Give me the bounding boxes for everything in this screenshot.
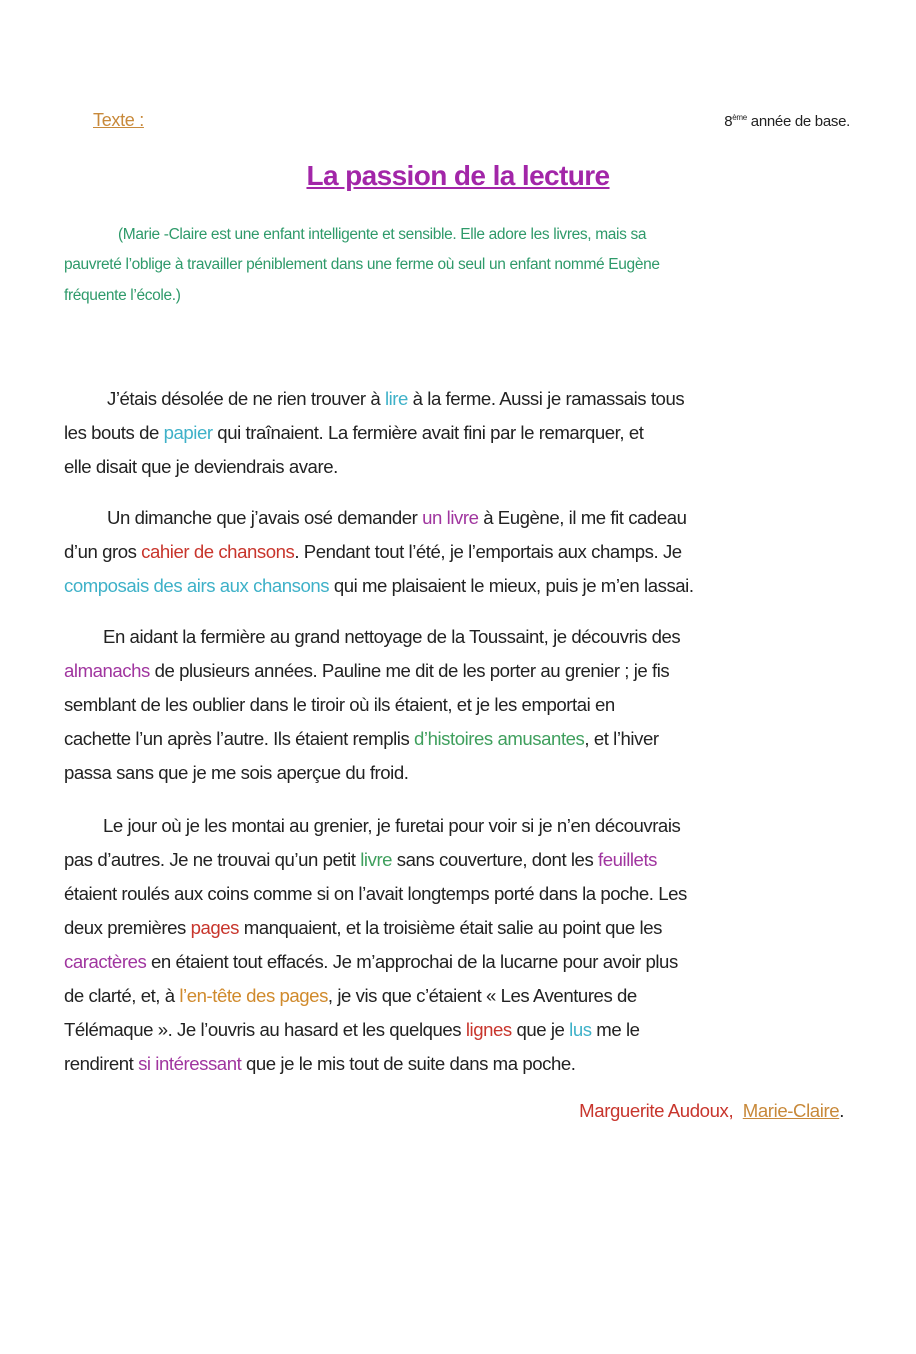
grade-number: 8 bbox=[724, 113, 733, 130]
paragraph-4-line bbox=[64, 877, 687, 911]
signature-period: . bbox=[839, 1100, 844, 1121]
text-segment: semblant de les oublier dans le tiroir où ils étaient, et je les emportai en bbox=[64, 694, 615, 715]
text-segment: étaient roulés aux coins comme si on l’avait longtemps porté dans la poche. Les bbox=[64, 883, 687, 904]
texte-label: Texte : bbox=[93, 110, 144, 130]
signature bbox=[579, 1100, 844, 1122]
paragraph-1-line bbox=[64, 450, 338, 484]
paragraph-4-line bbox=[64, 911, 662, 945]
grade-text: année de base. bbox=[746, 113, 850, 130]
highlighted-word: almanachs bbox=[64, 660, 150, 681]
highlighted-word: un livre bbox=[422, 507, 479, 528]
text-segment: , je vis que c’étaient « Les Aventures de bbox=[327, 985, 637, 1006]
text-segment: de clarté, et, à bbox=[64, 985, 180, 1006]
paragraph-3-line bbox=[64, 688, 615, 722]
page-title: La passion de la lecture bbox=[306, 160, 610, 191]
highlighted-word: d’histoires amusantes bbox=[414, 728, 585, 749]
paragraph-4-line bbox=[64, 945, 678, 979]
highlighted-word: si intéressant bbox=[138, 1053, 242, 1074]
highlighted-word: lignes bbox=[465, 1019, 512, 1040]
highlighted-word: l’en-tête des pages bbox=[179, 985, 328, 1006]
highlighted-word: lus bbox=[569, 1019, 592, 1040]
highlighted-word: papier bbox=[163, 422, 213, 443]
paragraph-2-line bbox=[64, 535, 682, 569]
text-segment: sans couverture, dont les bbox=[392, 849, 599, 870]
paragraph-4-line bbox=[64, 979, 637, 1013]
paragraph-3-line bbox=[64, 654, 669, 688]
intro-line: fréquente l’école.) bbox=[64, 287, 181, 304]
highlighted-word: composais des airs aux chansons bbox=[64, 575, 330, 596]
text-segment: à la ferme. Aussi je ramassais tous bbox=[407, 388, 685, 409]
signature-book: Marie-Claire bbox=[742, 1100, 840, 1121]
paragraph-1-line bbox=[107, 382, 684, 416]
text-segment: de plusieurs années. Pauline me dit de les porter au grenier ; je fis bbox=[149, 660, 670, 681]
text-segment: les bouts de bbox=[64, 422, 164, 443]
text-segment: J’étais désolée de ne rien trouver à bbox=[107, 388, 385, 409]
intro-line: pauvreté l’oblige à travailler péniblement dans une ferme où seul un enfant nommé Eugène bbox=[64, 256, 660, 273]
paragraph-3-line bbox=[64, 756, 408, 790]
text-segment: d’un gros bbox=[64, 541, 142, 562]
text-segment: à Eugène, il me fit cadeau bbox=[478, 507, 687, 528]
text-segment: Le jour où je les montai au grenier, je furetai pour voir si je n’en découvrais bbox=[103, 815, 681, 836]
text-segment: qui me plaisaient le mieux, puis je m’en lassai. bbox=[329, 575, 694, 596]
paragraph-3-line bbox=[103, 620, 680, 654]
text-segment: pas d’autres. Je ne trouvai qu’un petit bbox=[64, 849, 361, 870]
paragraph-1-line bbox=[64, 416, 643, 450]
signature-author: Marguerite Audoux, bbox=[579, 1100, 734, 1121]
text-segment: me le bbox=[591, 1019, 640, 1040]
text-segment: que je bbox=[511, 1019, 570, 1040]
text-segment: que je le mis tout de suite dans ma poche. bbox=[241, 1053, 576, 1074]
intro-line: (Marie -Claire est une enfant intelligente et sensible. Elle adore les livres, mais sa bbox=[118, 226, 647, 243]
paragraph-3-line bbox=[64, 722, 659, 756]
highlighted-word: cahier de chansons bbox=[141, 541, 295, 562]
text-segment: qui traînaient. La fermière avait fini par le remarquer, et bbox=[212, 422, 644, 443]
text-segment: . Pendant tout l’été, je l’emportais aux champs. Je bbox=[294, 541, 682, 562]
paragraph-2-line bbox=[107, 501, 687, 535]
text-segment: Un dimanche que j’avais osé demander bbox=[107, 507, 423, 528]
highlighted-word: caractères bbox=[64, 951, 147, 972]
text-segment: elle disait que je deviendrais avare. bbox=[64, 456, 338, 477]
text-segment: manquaient, et la troisième était salie au point que les bbox=[239, 917, 662, 938]
paragraph-4-line bbox=[103, 809, 680, 843]
text-segment: rendirent bbox=[64, 1053, 139, 1074]
text-segment: passa sans que je me sois aperçue du froid. bbox=[64, 762, 409, 783]
text-segment: en étaient tout effacés. Je m’approchai de la lucarne pour avoir plus bbox=[146, 951, 678, 972]
paragraph-4-line bbox=[64, 843, 657, 877]
text-segment: deux premières bbox=[64, 917, 191, 938]
text-segment: Télémaque ». Je l’ouvris au hasard et les quelques bbox=[64, 1019, 466, 1040]
grade-level bbox=[724, 113, 850, 130]
highlighted-word: lire bbox=[384, 388, 408, 409]
highlighted-word: pages bbox=[190, 917, 239, 938]
text-segment: , et l’hiver bbox=[584, 728, 659, 749]
paragraph-2-line bbox=[64, 569, 694, 603]
text-segment: En aidant la fermière au grand nettoyage de la Toussaint, je découvris des bbox=[103, 626, 681, 647]
highlighted-word: livre bbox=[360, 849, 393, 870]
grade-superscript: ème bbox=[732, 113, 747, 122]
paragraph-4-line bbox=[64, 1047, 575, 1081]
highlighted-word: feuillets bbox=[598, 849, 658, 870]
text-segment: cachette l’un après l’autre. Ils étaient remplis bbox=[64, 728, 415, 749]
paragraph-4-line bbox=[64, 1013, 640, 1047]
